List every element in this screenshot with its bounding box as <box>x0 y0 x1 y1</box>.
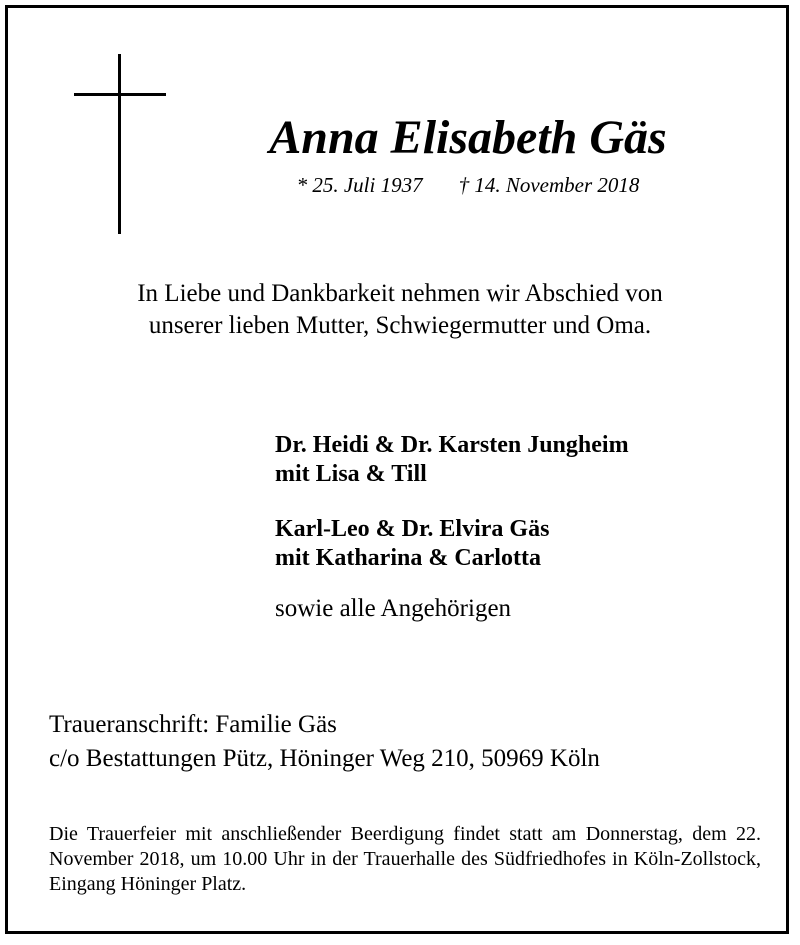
mourner-family-jungheim <box>275 431 775 489</box>
funeral-line: Donnerstag, dem 22. November 2018, um 10.00 Uhr in der Trauerhalle <box>49 823 761 870</box>
cross-vertical-bar <box>118 54 121 234</box>
death-date: † 14. November 2018 <box>458 173 640 197</box>
funeral-line: Die Trauerfeier mit anschließender Beerdigung findet statt am <box>49 823 577 845</box>
mourner-line: mit Lisa & Till <box>275 461 427 487</box>
funeral-details <box>49 822 761 897</box>
birth-date: * 25. Juli 1937 <box>296 173 423 197</box>
mourner-line: Dr. Heidi & Dr. Karsten Jungheim <box>275 432 629 458</box>
mourner-line: Karl-Leo & Dr. Elvira Gäs <box>275 516 550 542</box>
mourner-line: mit Katharina & Carlotta <box>275 545 541 571</box>
intro-line: unserer lieben Mutter, Schwiegermutter und Oma. <box>148 312 652 339</box>
intro-text <box>28 278 772 342</box>
obituary-notice <box>5 5 789 934</box>
address-line: c/o Bestattungen Pütz, Höninger Weg 210, 50969 Köln <box>49 745 600 772</box>
deceased-name: Anna Elisabeth Gäs <box>269 111 667 164</box>
intro-line: In Liebe und Dankbarkeit nehmen wir Abschied von <box>137 280 663 307</box>
funeral-line: des Südfriedhofes in Köln-Zollstock, Eingang Höninger Platz. <box>49 848 762 895</box>
cross-icon <box>74 54 166 234</box>
life-dates <box>198 173 738 198</box>
other-relatives: sowie alle Angehörigen <box>275 595 512 622</box>
address-line: Traueranschrift: Familie Gäs <box>49 711 337 738</box>
mourning-address <box>49 708 769 776</box>
cross-horizontal-bar <box>74 93 166 96</box>
mourner-family-gaes <box>275 515 775 573</box>
